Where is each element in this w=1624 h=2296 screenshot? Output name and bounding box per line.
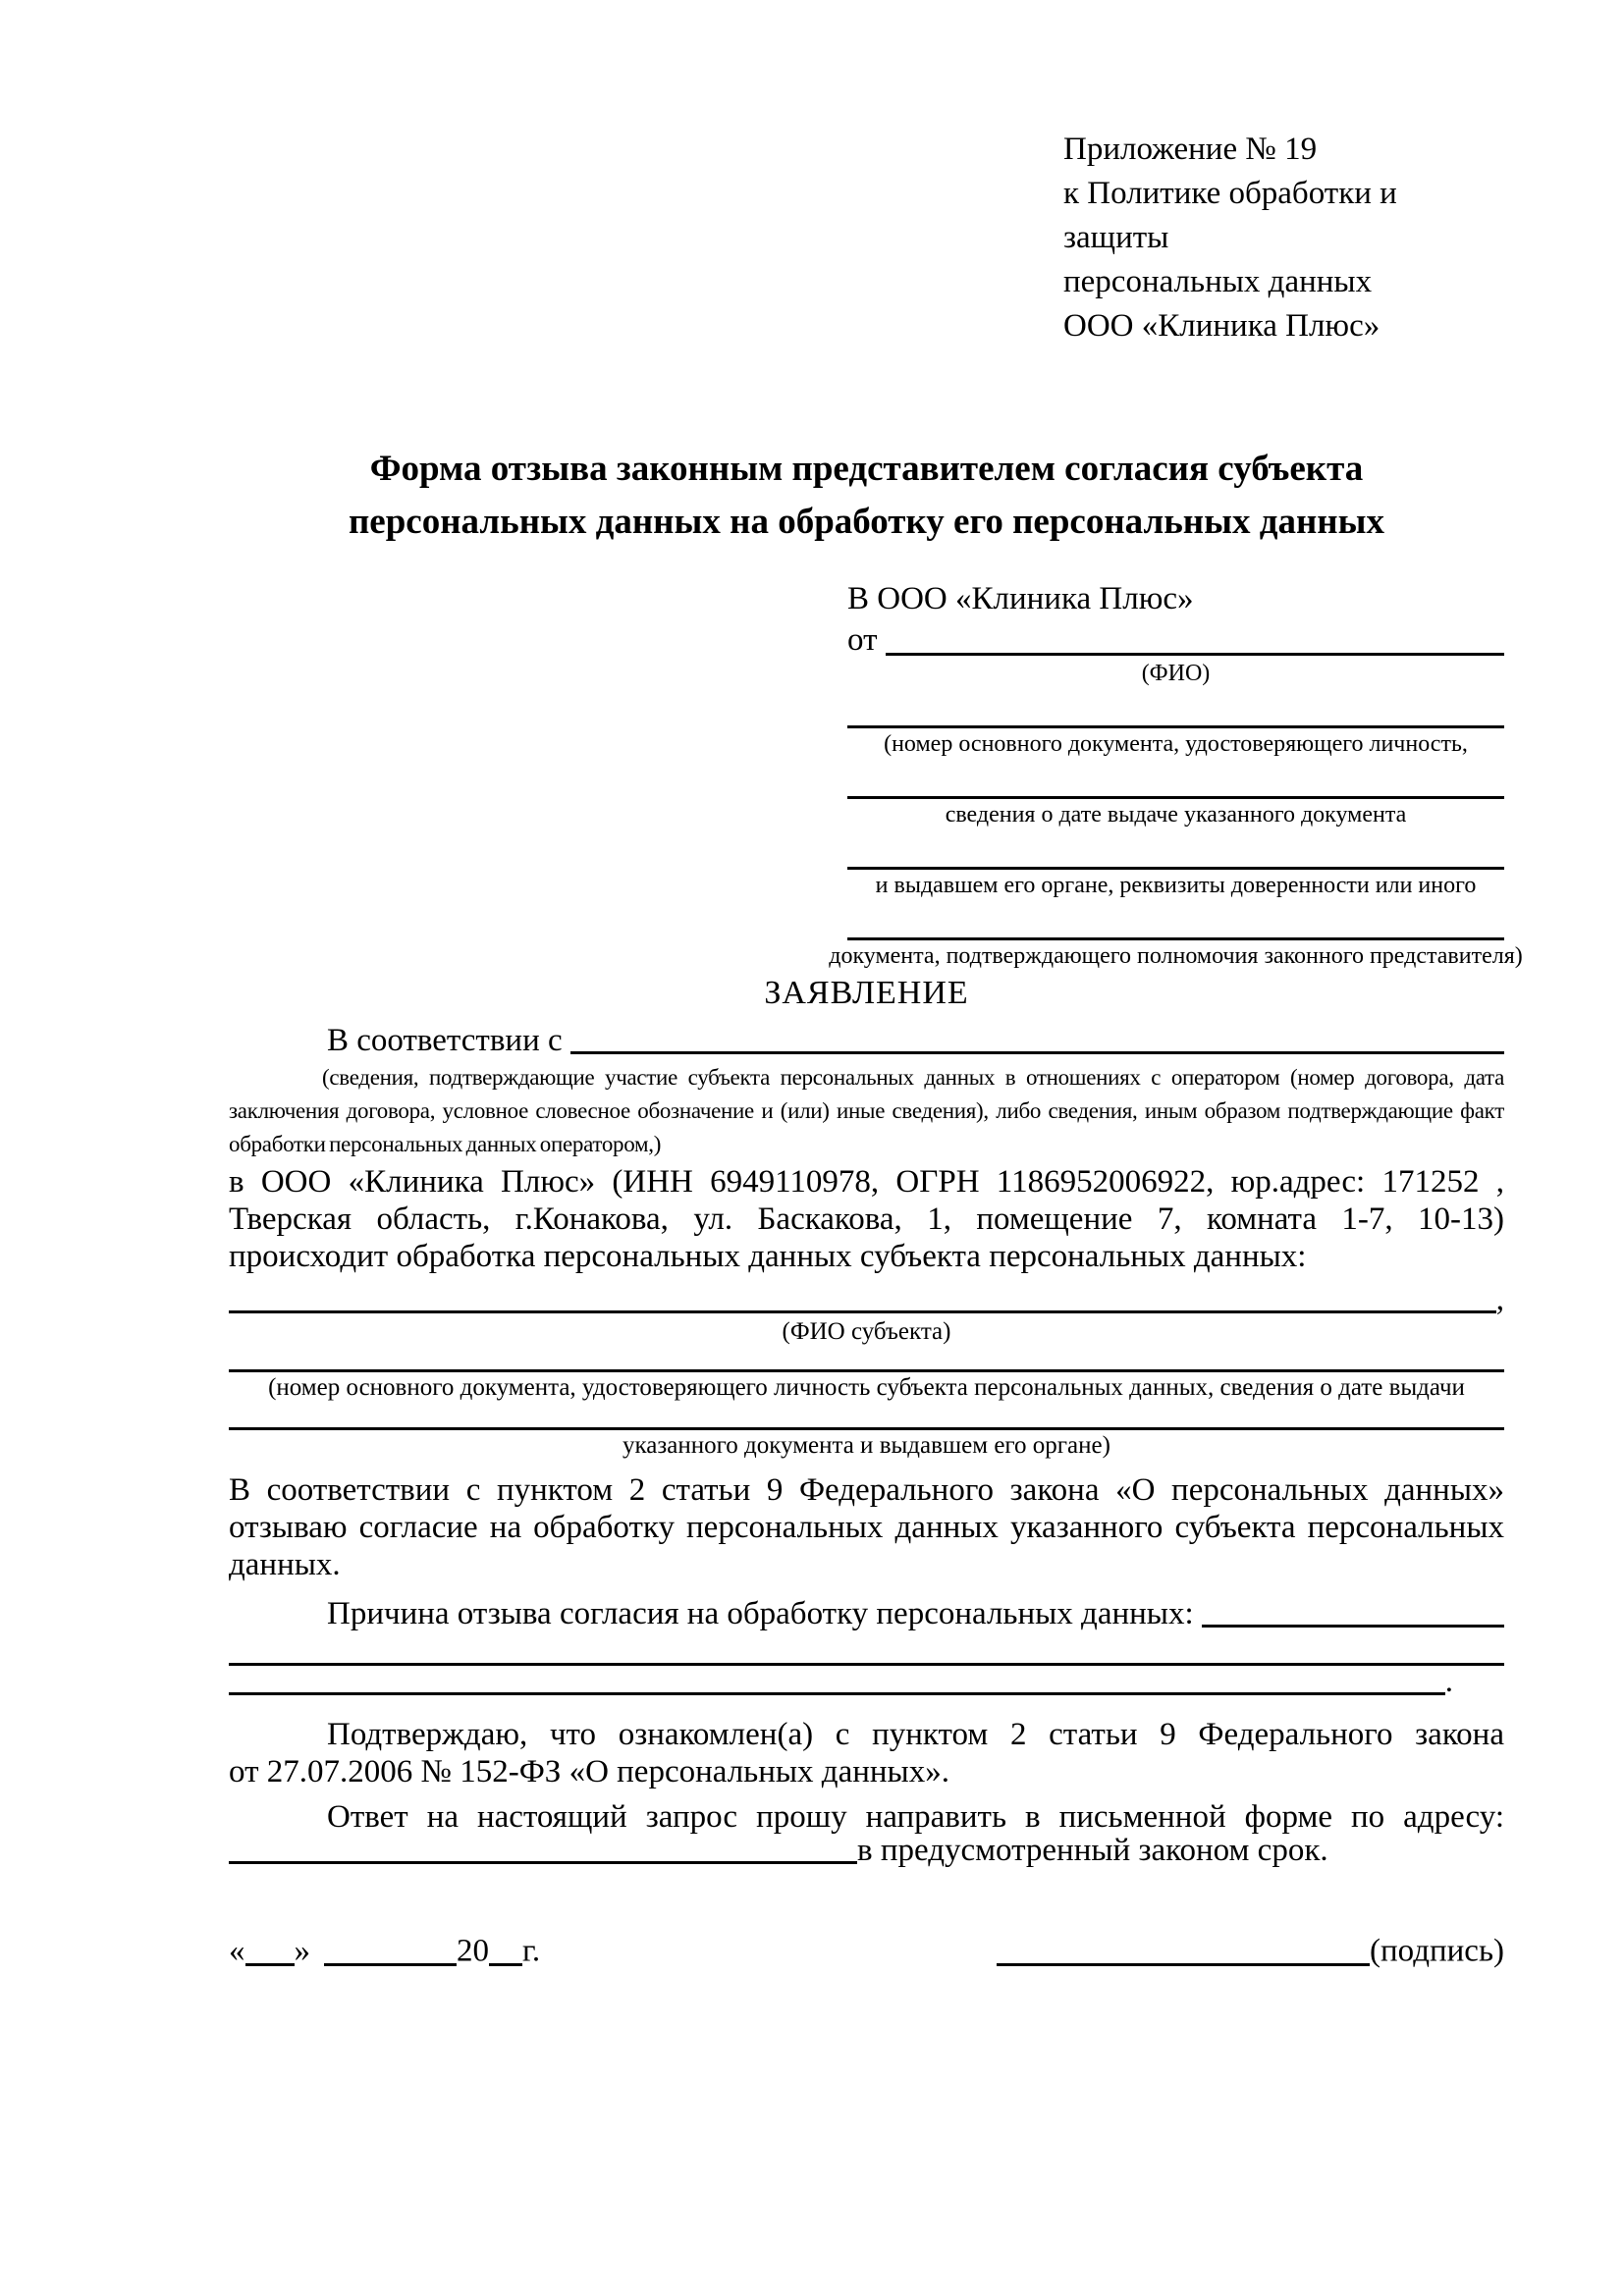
annex-line: Приложение № 19 xyxy=(1063,132,1318,167)
from-row xyxy=(847,619,1504,661)
operator-line: происходит обработка персональных данных субъекта персональных данных: xyxy=(229,1239,1307,1274)
fill-in-line xyxy=(229,1402,1504,1430)
annex-line: к Политике обработки и защиты xyxy=(1063,176,1397,255)
annex-line: персональных данных xyxy=(1063,264,1373,299)
doc-caption: (номер основного документа, удостоверяющего личность, xyxy=(884,731,1468,757)
basis-note-line: обработки персональных данных оператором,) xyxy=(229,1132,662,1156)
signature-caption: (подпись) xyxy=(1370,1933,1504,1969)
basis-prefix: В соответствии с xyxy=(327,1023,563,1058)
annex-line: ООО «Клиника Плюс» xyxy=(1063,308,1380,344)
year-prefix: 20 xyxy=(457,1933,489,1969)
month-blank xyxy=(324,1928,457,1966)
signature-blank xyxy=(997,1928,1370,1966)
open-quote: « xyxy=(229,1933,245,1969)
reply-suffix: в предусмотренный законом срок. xyxy=(857,1833,1328,1868)
trailing-period: . xyxy=(1444,1664,1453,1699)
basis-row xyxy=(229,1016,1504,1059)
trailing-comma: , xyxy=(1495,1282,1504,1317)
subject-fio-caption: (ФИО субъекта) xyxy=(782,1318,951,1345)
fill-in-line xyxy=(229,1310,1496,1313)
close-quote: » xyxy=(294,1933,310,1969)
withdrawal-line: данных. xyxy=(229,1547,341,1582)
fill-in-line xyxy=(847,757,1504,799)
fill-in-line xyxy=(229,1692,1445,1695)
fill-in-line xyxy=(886,653,1505,656)
fio-caption: (ФИО) xyxy=(1141,661,1211,686)
basis-note-line: заключения договора, условное словесное обозначение и (или) иные сведения), либо сведения, иным образом подтверждающие факт xyxy=(229,1098,1504,1123)
basis-note-line: (сведения, подтверждающие участие субъекта персональных данных в отношениях с оператором (номер договора, дата xyxy=(322,1065,1504,1090)
acknowledgement-paragraph xyxy=(229,1716,1504,1790)
subject-doc-caption: указанного документа и выдавшем его органе) xyxy=(623,1432,1110,1459)
year-blank xyxy=(489,1928,522,1966)
subject-doc-caption: (номер основного документа, удостоверяющего личность субъекта персональных данных, сведения о дате выдачи xyxy=(268,1374,1465,1401)
operator-line: Тверская область, г.Конакова, ул. Баскакова, 1, помещение 7, комната 1-7, 10-13) xyxy=(229,1201,1504,1237)
acknowledgement-line: от 27.07.2006 № 152-ФЗ «О персональных данных». xyxy=(229,1754,949,1789)
statement-heading: ЗАЯВЛЕНИЕ xyxy=(764,975,969,1011)
withdrawal-line: отзываю согласие на обработку персональных данных указанного субъекта персональных xyxy=(229,1510,1504,1545)
operator-paragraph xyxy=(229,1163,1504,1275)
addressee-organization: В ООО «Клиника Плюс» xyxy=(847,581,1194,616)
subject-fio-row xyxy=(229,1283,1504,1318)
date-line xyxy=(229,1928,540,1971)
annex-block xyxy=(1063,128,1504,348)
reason-second-line xyxy=(229,1666,1453,1700)
acknowledgement-line: Подтверждаю, что ознакомлен(а) с пунктом 2 статьи 9 Федерального закона xyxy=(327,1717,1504,1752)
basis-note xyxy=(229,1061,1504,1161)
signature-footer xyxy=(229,1928,1504,1971)
year-suffix: г. xyxy=(522,1933,541,1969)
fill-in-line xyxy=(229,1632,1504,1666)
operator-line: в ООО «Клиника Плюс» (ИНН 6949110978, ОГРН 1186952006922, юр.адрес: 171252 , xyxy=(229,1164,1504,1200)
reply-address-row xyxy=(229,1833,1504,1869)
withdrawal-paragraph xyxy=(229,1471,1504,1583)
fill-in-line xyxy=(570,1051,1504,1054)
document-title: Форма отзыва законным представителем согласия субъекта персональных данных на обработку его персональных данных xyxy=(348,449,1384,542)
addressee-block xyxy=(829,578,1523,969)
signature-line xyxy=(997,1928,1504,1971)
reply-request-line: Ответ на настоящий запрос прошу направить в письменной форме по адресу: xyxy=(327,1799,1504,1835)
fill-in-line xyxy=(847,828,1504,870)
from-label: от xyxy=(847,622,878,658)
withdrawal-line: В соответствии с пунктом 2 статьи 9 Федерального закона «О персональных данных» xyxy=(229,1472,1504,1508)
doc-caption: документа, подтверждающего полномочия законного представителя) xyxy=(829,943,1523,969)
fill-in-line xyxy=(1202,1625,1504,1628)
fill-in-line xyxy=(229,1346,1504,1372)
fill-in-line xyxy=(847,898,1504,940)
day-blank xyxy=(245,1928,295,1966)
reason-label: Причина отзыва согласия на обработку персональных данных: xyxy=(327,1596,1194,1631)
fill-in-line xyxy=(229,1861,857,1864)
doc-caption: сведения о дате выдаче указанного документа xyxy=(945,802,1407,828)
doc-caption: и выдавшем его органе, реквизиты доверенности или иного xyxy=(875,873,1477,898)
reason-row xyxy=(229,1593,1504,1632)
fill-in-line xyxy=(847,686,1504,728)
